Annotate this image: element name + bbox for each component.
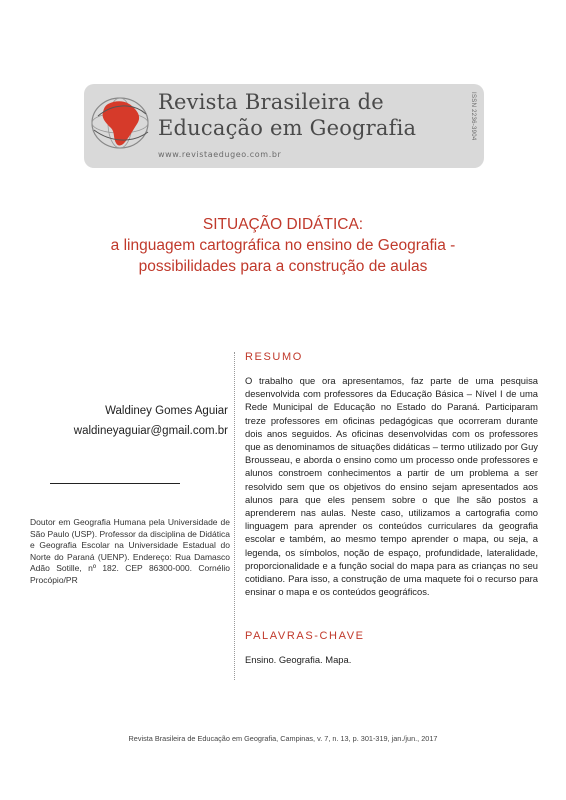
author-email[interactable]: waldineyaguiar@gmail.com.br: [73, 425, 228, 437]
issn-text: ISSN 2236-3904: [470, 92, 476, 141]
article-title-line2: a linguagem cartográfica no ensino de Geografia -: [110, 237, 456, 254]
article-title-line3: possibilidades para a construção de aulas: [138, 258, 428, 275]
author-name: Waldiney Gomes Aguiar: [105, 405, 228, 417]
author-divider: [50, 483, 180, 484]
footer-citation: Revista Brasileira de Educação em Geografia, Campinas, v. 7, n. 13, p. 301-319, jan./jun., 2017: [128, 734, 438, 743]
keywords-heading: PALAVRAS-CHAVE: [245, 630, 365, 642]
author-bio: Doutor em Geografia Humana pela Universidade de São Paulo (USP). Professor da disciplina de Didática e Geografia Escolar na Universidade Estadual do Norte do Paraná (UENP). Endereço: Rua Damasco Adão Sotille, nº 182. CEP 86300-000. Cornélio Procópio/PR: [30, 517, 230, 585]
article-title-line1: SITUAÇÃO DIDÁTICA:: [202, 216, 364, 233]
journal-banner: [84, 84, 484, 168]
abstract-text: O trabalho que ora apresentamos, faz parte de uma pesquisa desenvolvida com professores da Educação Básica – Nível I de uma Rede Municipal de Educação no Estado do Paraná. Participaram treze professores em oficinas pedagógicas que ocorreram durante dois anos seguidos. As oficinas desenvolvidas com os professores que as denominamos de situações didáticas – termo utilizado por Guy Brousseau, e aborda o ensino como um processo onde professores e alunos constroem conhecimentos a partir de um problema a ser resolvido sem que os objetivos do ensino sejam apresentados aos alunos para que eles pensem sobre o que lhe são postos a aprenderem nas aulas. Neste caso, utilizamos a cartografia como linguagem para aprender os conteúdos curriculares da geografia escolar e também, ao mesmo tempo aprender o mapa, ou seja, a legenda, os símbolos, noção de espaço, profundidade, lateralidade, proporcionalidade e a função social do mapa para as crianças no seu cotidiano. Para isso, a construção de uma maquete foi o recurso para ensinar o mapa e os conteúdos geográficos.: [245, 375, 538, 598]
journal-url[interactable]: www.revistaedugeo.com.br: [158, 150, 282, 159]
journal-issn: [466, 92, 478, 162]
journal-title-line2: Educação em Geografia: [158, 116, 417, 140]
brazil-map-globe-icon: [88, 90, 152, 154]
keywords-text: Ensino. Geografia. Mapa.: [245, 654, 352, 665]
journal-title-line1: Revista Brasileira de: [158, 90, 384, 114]
abstract-heading: RESUMO: [245, 351, 303, 363]
column-divider: [234, 352, 235, 680]
article-title: [40, 214, 526, 277]
